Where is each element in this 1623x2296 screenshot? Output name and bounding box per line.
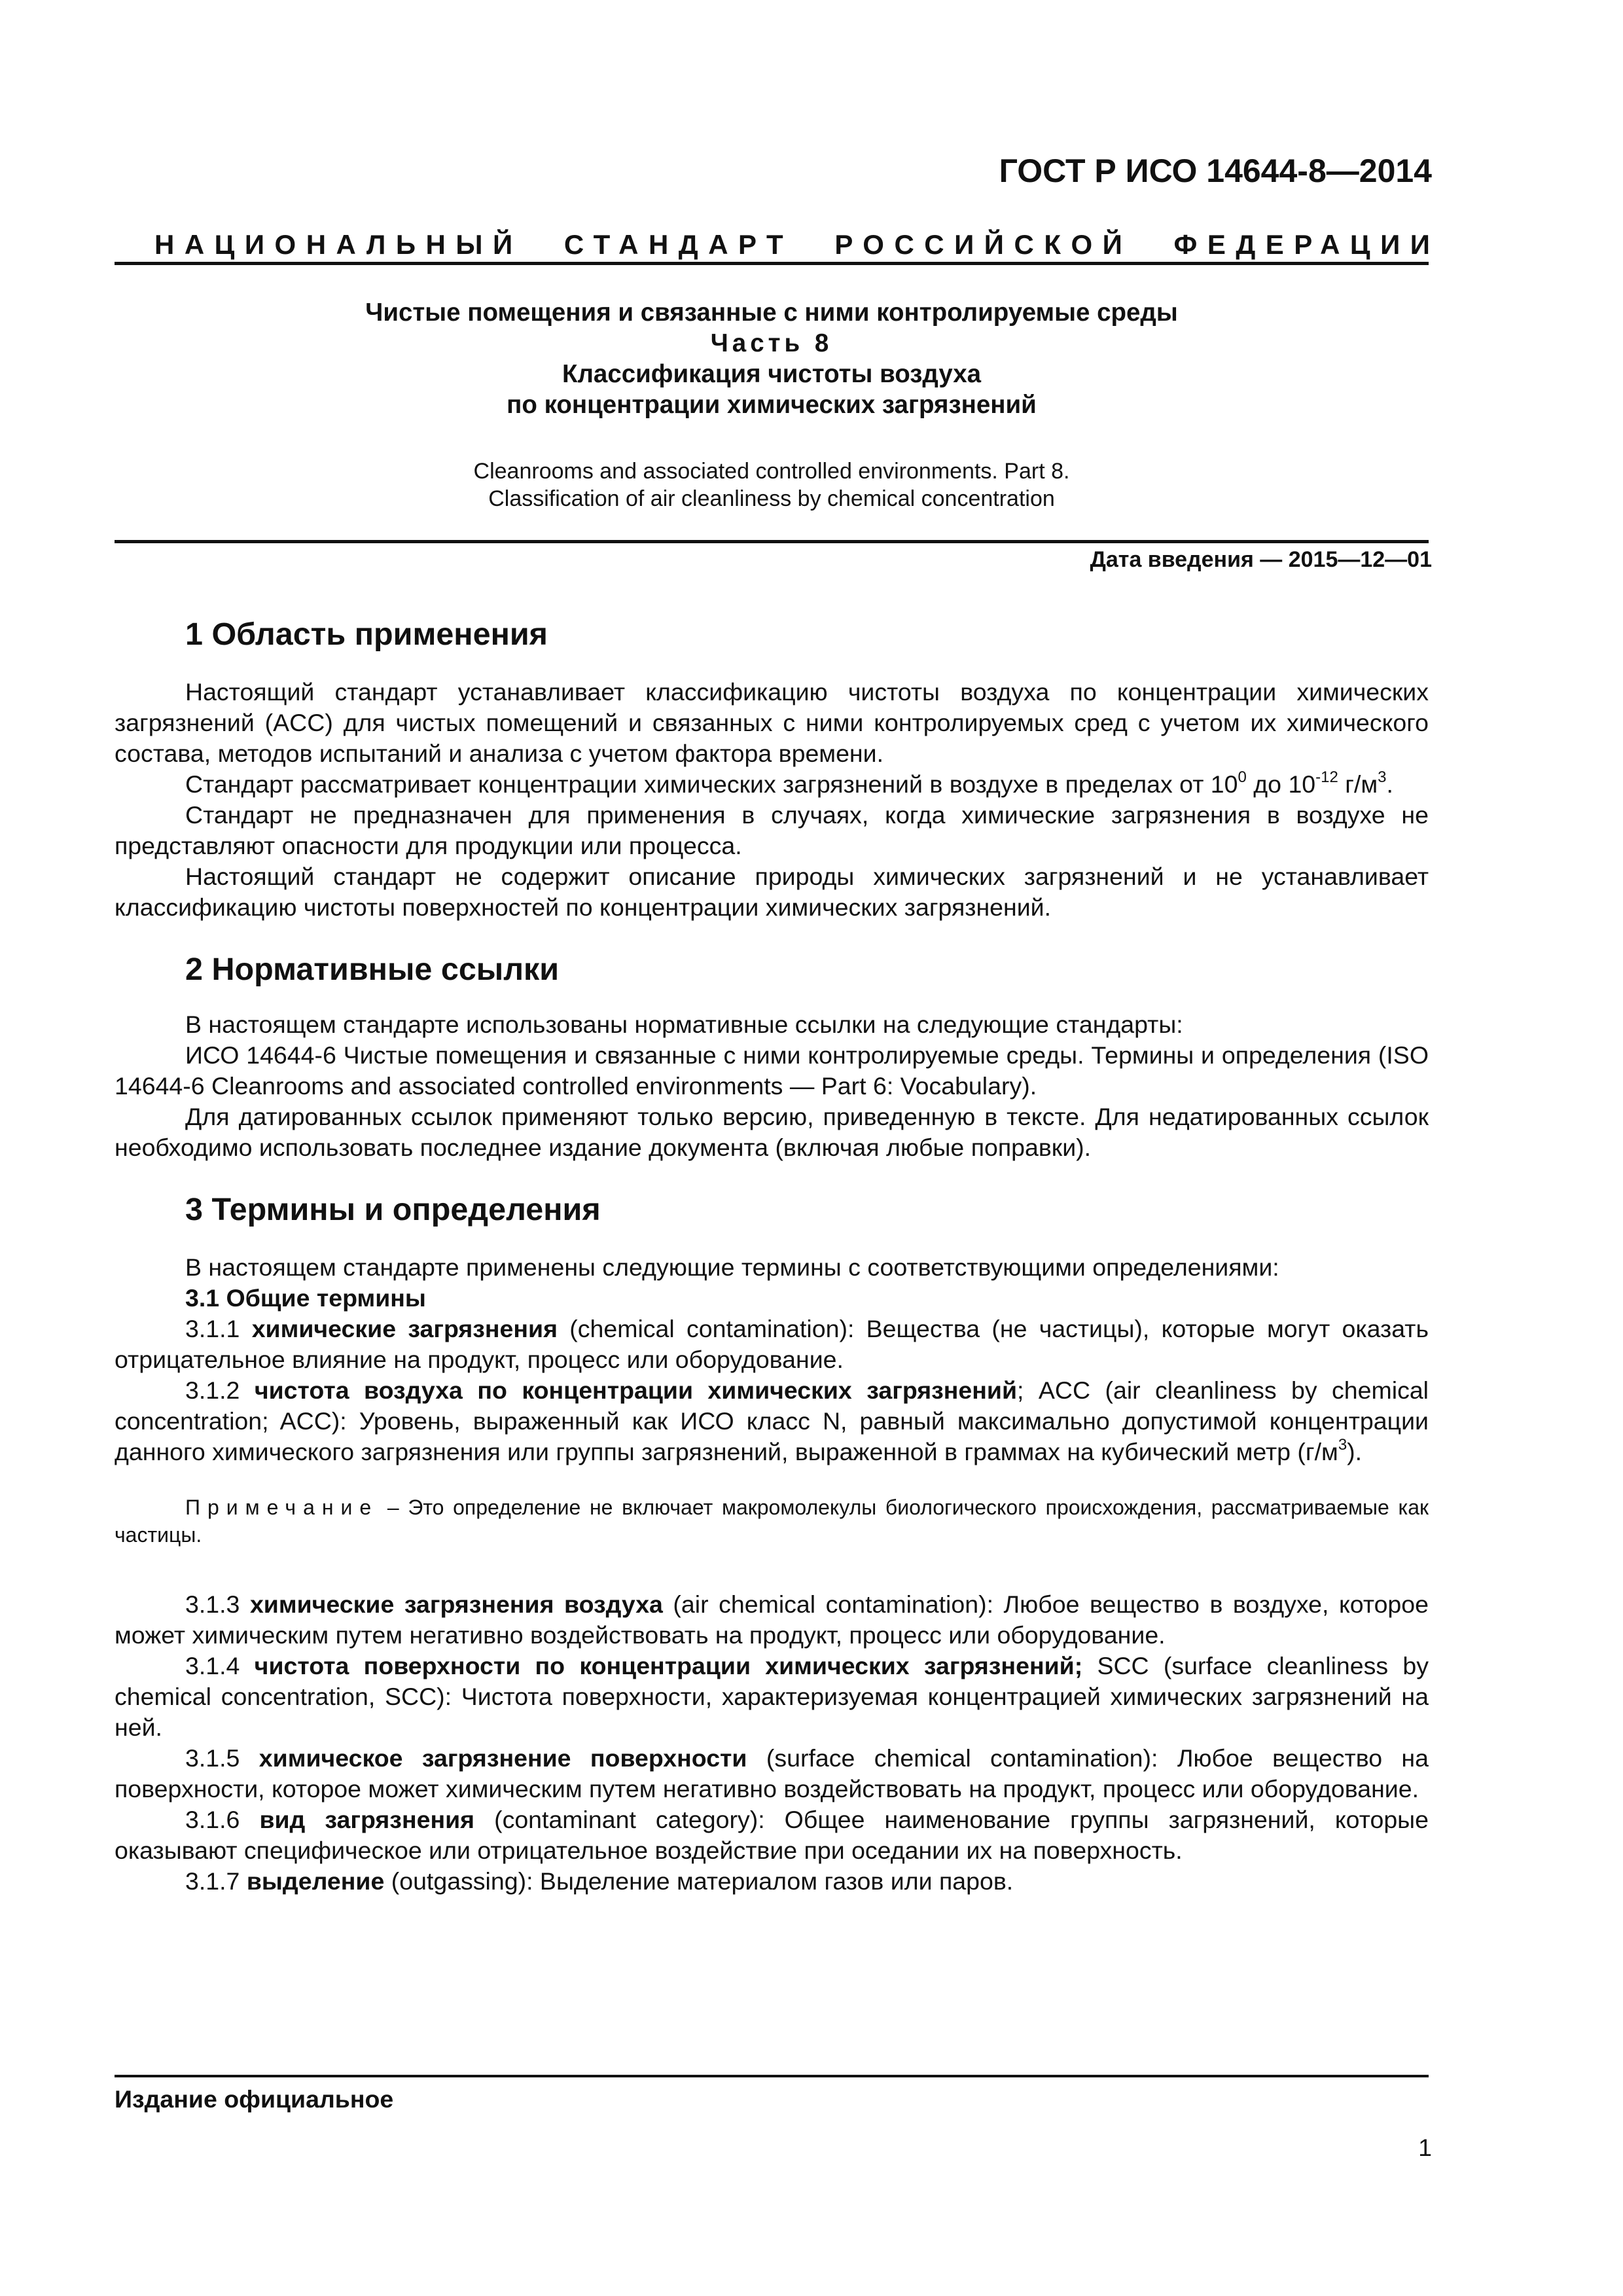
term-3-1-6: 3.1.6 вид загрязнения (contaminant category): Общее наименование группы загрязнений, которые оказывают специфическое или отрицательное воздействие при оседании их на поверхность. [115, 1806, 1429, 1864]
english-title-line-2: Classification of air cleanliness by chemical concentration [488, 486, 1055, 511]
subsection-3-1-heading: 3.1 Общие термины [185, 1284, 426, 1312]
national-standard-banner: НАЦИОНАЛЬНЫЙ СТАНДАРТ РОССИЙСКОЙ ФЕДЕРАЦИИ [154, 229, 1440, 260]
exponent: 3 [1338, 1436, 1347, 1454]
term-name: выделение [246, 1867, 385, 1895]
section-2-heading: 2 Нормативные ссылки [185, 952, 560, 987]
term-name: чистота воздуха по концентрации химических загрязнений [254, 1376, 1018, 1404]
term-name: чистота поверхности по концентрации химических загрязнений; [254, 1652, 1083, 1679]
footer-rule [115, 2075, 1429, 2077]
term-name: химические загрязнения [251, 1315, 558, 1342]
top-rule [115, 262, 1429, 265]
exponent: 3 [1378, 768, 1387, 786]
section-1-paragraph-3: Стандарт не предназначен для применения в случаях, когда химические загрязнения в воздухе не представляют опасности для продукции или процесса. [115, 801, 1429, 859]
term-3-1-4: 3.1.4 чистота поверхности по концентрации химических загрязнений; SCC (surface cleanliness by chemical concentration, SCC): Чистота поверхности, характеризуемая концентрацией химических загрязнений на ней. [115, 1652, 1429, 1741]
document-body [115, 615, 1429, 1897]
page-number: 1 [1418, 2134, 1432, 2161]
title-line-1: Чистые помещения и связанные с ними контролируемые среды [365, 298, 1178, 327]
section-2-paragraph-1: В настоящем стандарте использованы нормативные ссылки на следующие стандарты: [185, 1011, 1183, 1038]
title-line-4: по концентрации химических загрязнений [507, 391, 1037, 419]
term-3-1-5: 3.1.5 химическое загрязнение поверхности (surface chemical contamination): Любое вещество на поверхности, которое может химическим путем негативно воздействовать на продукт, процесс или оборудование. [115, 1744, 1429, 1803]
english-title [115, 457, 1429, 512]
section-1-paragraph-4: Настоящий стандарт не содержит описание природы химических загрязнений и не устанавливает классификацию чистоты поверхностей по концентрации химических загрязнений. [115, 863, 1429, 921]
note-label: Примечание [185, 1496, 379, 1519]
term-name: химические загрязнения воздуха [249, 1590, 663, 1618]
term-3-1-1: 3.1.1 химические загрязнения (chemical contamination): Вещества (не частицы), которые могут оказать отрицательное влияние на продукт, процесс или оборудование. [115, 1315, 1429, 1373]
section-2-paragraph-2: ИСО 14644-6 Чистые помещения и связанные с ними контролируемые среды. Термины и определения (ISO 14644-6 Cleanrooms and associated controlled environments — Part 6: Vocabulary). [115, 1041, 1429, 1100]
english-title-line-1: Cleanrooms and associated controlled environments. Part 8. [473, 459, 1070, 484]
title-rule [115, 540, 1429, 543]
section-1-paragraph-2: Стандарт рассматривает концентрации химических загрязнений в воздухе в пределах от $10^0$ до $10^{-12}$ $г/м^3$. [185, 768, 1393, 798]
section-1-paragraph-1: Настоящий стандарт устанавливает классификацию чистоты воздуха по концентрации химических загрязнений (ACC) для чистых помещений и связанных с ними контролируемых сред с учетом их химического состава, методов испытаний и анализа с учетом фактора времени. [115, 678, 1429, 767]
title-part: Часть 8 [710, 329, 833, 357]
note: Примечание – Это определение не включает макромолекулы биологического происхождения, рассматриваемые как частицы. [115, 1496, 1429, 1547]
title-line-3: Классификация чистоты воздуха [562, 360, 982, 388]
term-name: химическое загрязнение поверхности [259, 1744, 747, 1772]
term-3-1-2: 3.1.2 чистота воздуха по концентрации химических загрязнений; ACC (air cleanliness by chemical concentration; ACC): Уровень, выраженный как ИСО класс N, равный максимально допустимой концентрации данного химического загрязнения или группы загрязнений, выраженной в граммах на кубический метр $(г/м^3)$. [115, 1376, 1429, 1465]
introduction-date: Дата введения — 2015—12—01 [1090, 547, 1432, 572]
section-3-intro: В настоящем стандарте применены следующие термины с соответствующими определениями: [185, 1253, 1279, 1281]
exponent: 0 [1238, 768, 1247, 786]
term-3-1-3: 3.1.3 химические загрязнения воздуха (air chemical contamination): Любое вещество в воздухе, которое может химическим путем негативно воздействовать на продукт, процесс или оборудование. [115, 1590, 1429, 1649]
document-title [115, 297, 1429, 420]
exponent: -12 [1315, 768, 1338, 786]
standard-designation: ГОСТ Р ИСО 14644-8—2014 [999, 152, 1432, 189]
term-3-1-7: 3.1.7 выделение (outgassing): Выделение материалом газов или паров. [185, 1867, 1014, 1895]
official-edition-label: Издание официальное [115, 2085, 394, 2113]
term-name: вид загрязнения [259, 1806, 475, 1833]
section-1-heading: 1 Область применения [185, 617, 548, 652]
section-2-paragraph-3: Для датированных ссылок применяют только версию, приведенную в тексте. Для недатированных ссылок необходимо использовать последнее издание документа (включая любые поправки). [115, 1103, 1429, 1161]
section-3-heading: 3 Термины и определения [185, 1192, 601, 1227]
